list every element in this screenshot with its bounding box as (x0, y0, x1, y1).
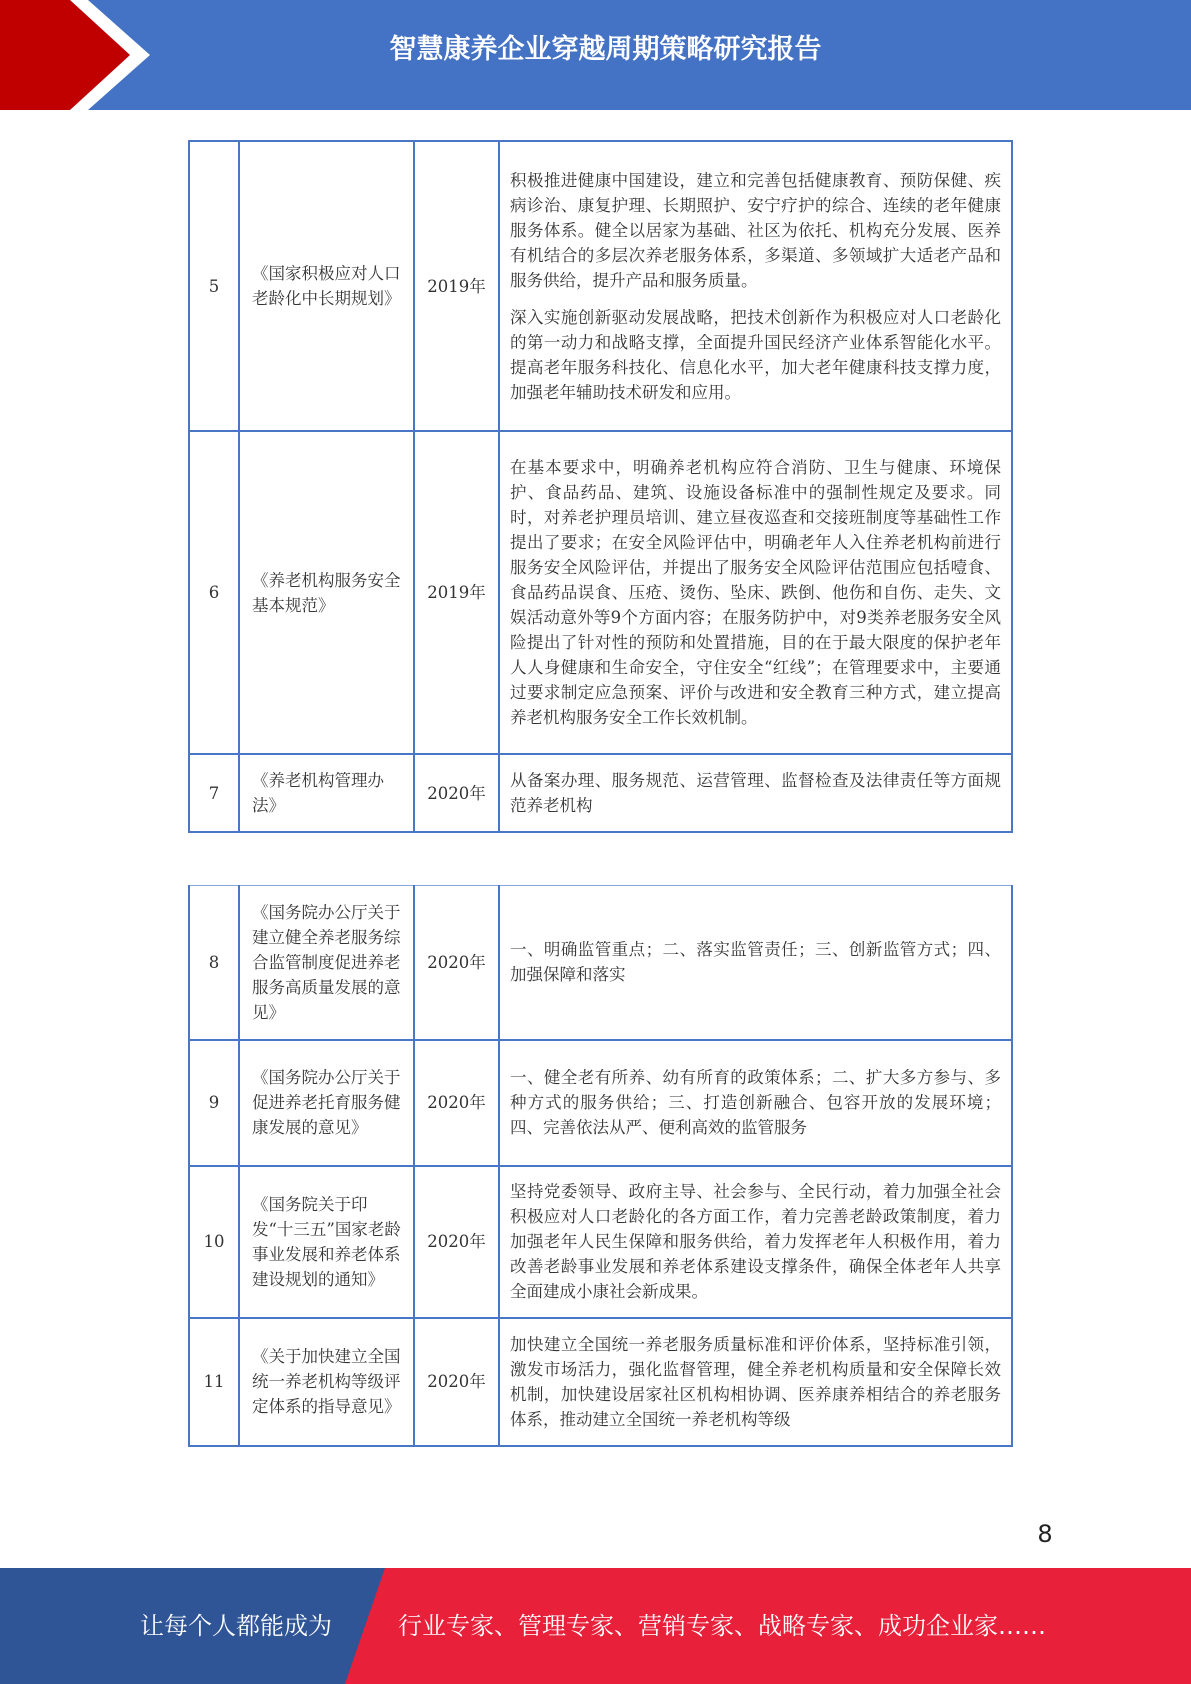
row-number: 7 (189, 754, 239, 832)
policy-year: 2019年 (414, 431, 499, 754)
page-header (0, 0, 1191, 110)
footer-slogan-right: 行业专家、管理专家、营销专家、战略专家、成功企业家…… (398, 1612, 1046, 1640)
policy-year: 2020年 (414, 886, 499, 1040)
table-row (189, 754, 1012, 832)
description-paragraph: 深入实施创新驱动发展战略，把技术创新作为积极应对人口老龄化的第一动力和战略支撑，全面提升国民经济产业体系智能化水平。提高老年服务科技化、信息化水平，加大老年健康科技支撑力度，加强老年辅助技术研发和应用。 (510, 307, 1001, 402)
policy-name: 《养老机构服务安全基本规范》 (239, 431, 414, 754)
description-paragraph: 加快建立全国统一养老服务质量标准和评价体系，坚持标准引领，激发市场活力，强化监督管理，健全养老机构质量和安全保障长效机制，加快建设居家社区机构相协调、医养康养相结合的养老服务体系，推动建立全国统一养老机构等级 (510, 1334, 1001, 1429)
description-paragraph: 在基本要求中，明确养老机构应符合消防、卫生与健康、环境保护、食品药品、建筑、设施设备标准中的强制性规定及要求。同时，对养老护理员培训、建立昼夜巡查和交接班制度等基础性工作提出了要求；在安全风险评估中，明确老年人入住养老机构前进行服务安全风险评估，并提出了服务安全风险评估范围应包括噎食、食品药品误食、压疮、烫伤、坠床、跌倒、他伤和自伤、走失、文娱活动意外等9个方面内容；在服务防护中，对9类养老服务安全风险提出了针对性的预防和处置措施，目的在于最大限度的保护老年人人身健康和生命安全，守住安全“红线”；在管理要求中，主要通过要求制定应急预案、评价与改进和安全教育三种方式，建立提高养老机构服务安全工作长效机制。 (510, 458, 1001, 727)
row-number: 5 (189, 141, 239, 431)
policy-name: 《国家积极应对人口老龄化中长期规划》 (239, 141, 414, 431)
description-paragraph: 积极推进健康中国建设，建立和完善包括健康教育、预防保健、疾病诊治、康复护理、长期照护、安宁疗护的综合、连续的老年健康服务体系。健全以居家为基础、社区为依托、机构充分发展、医养有机结合的多层次养老服务体系，多渠道、多领域扩大适老产品和服务供给，提升产品和服务质量。 (510, 170, 1001, 290)
table-row (189, 886, 1012, 1040)
policy-name: 《关于加快建立全国统一养老机构等级评定体系的指导意见》 (239, 1318, 414, 1446)
policy-description (499, 1166, 1012, 1318)
page-footer (0, 1568, 1191, 1684)
policy-description (499, 886, 1012, 1040)
description-paragraph: 坚持党委领导、政府主导、社会参与、全民行动，着力加强全社会积极应对人口老龄化的各方面工作，着力完善老龄政策制度，着力加强老年人民生保障和服务供给，着力发挥老年人积极作用，着力改善老龄事业发展和养老体系建设支撑条件，确保全体老年人共享全面建成小康社会新成果。 (510, 1182, 1001, 1301)
table-row (189, 431, 1012, 754)
policy-year: 2020年 (414, 754, 499, 832)
policy-name: 《国务院关于印发“十三五”国家老龄事业发展和养老体系建设规划的通知》 (239, 1166, 414, 1318)
row-number: 11 (189, 1318, 239, 1446)
policy-description (499, 141, 1012, 431)
row-number: 10 (189, 1166, 239, 1318)
page-number: 8 (1037, 1520, 1053, 1548)
table-row (189, 1040, 1012, 1166)
policy-year: 2020年 (414, 1040, 499, 1166)
policy-year: 2020年 (414, 1166, 499, 1318)
description-paragraph: 一、健全老有所养、幼有所育的政策体系；二、扩大多方参与、多种方式的服务供给；三、打造创新融合、包容开放的发展环境；四、完善依法从严、便利高效的监管服务 (510, 1068, 1001, 1137)
policy-year: 2020年 (414, 1318, 499, 1446)
table-row (189, 1318, 1012, 1446)
table-row (189, 141, 1012, 431)
policy-description (499, 1318, 1012, 1446)
row-number: 6 (189, 431, 239, 754)
report-title: 智慧康养企业穿越周期策略研究报告 (389, 34, 822, 65)
row-number: 9 (189, 1040, 239, 1166)
policy-year: 2019年 (414, 141, 499, 431)
policy-description (499, 431, 1012, 754)
policy-table-bottom (188, 885, 1013, 1447)
policy-table-top (188, 140, 1013, 833)
policy-description (499, 754, 1012, 832)
table-row (189, 1166, 1012, 1318)
policy-name: 《国务院办公厅关于建立健全养老服务综合监管制度促进养老服务高质量发展的意见》 (239, 886, 414, 1040)
policy-description (499, 1040, 1012, 1166)
row-number: 8 (189, 886, 239, 1040)
footer-slogan-left: 让每个人都能成为 (140, 1612, 332, 1640)
policy-name: 《国务院办公厅关于促进养老托育服务健康发展的意见》 (239, 1040, 414, 1166)
description-paragraph: 从备案办理、服务规范、运营管理、监督检查及法律责任等方面规范养老机构 (510, 771, 1001, 815)
description-paragraph: 一、明确监管重点；二、落实监管责任；三、创新监管方式；四、加强保障和落实 (510, 940, 1001, 985)
policy-name: 《养老机构管理办法》 (239, 754, 414, 832)
